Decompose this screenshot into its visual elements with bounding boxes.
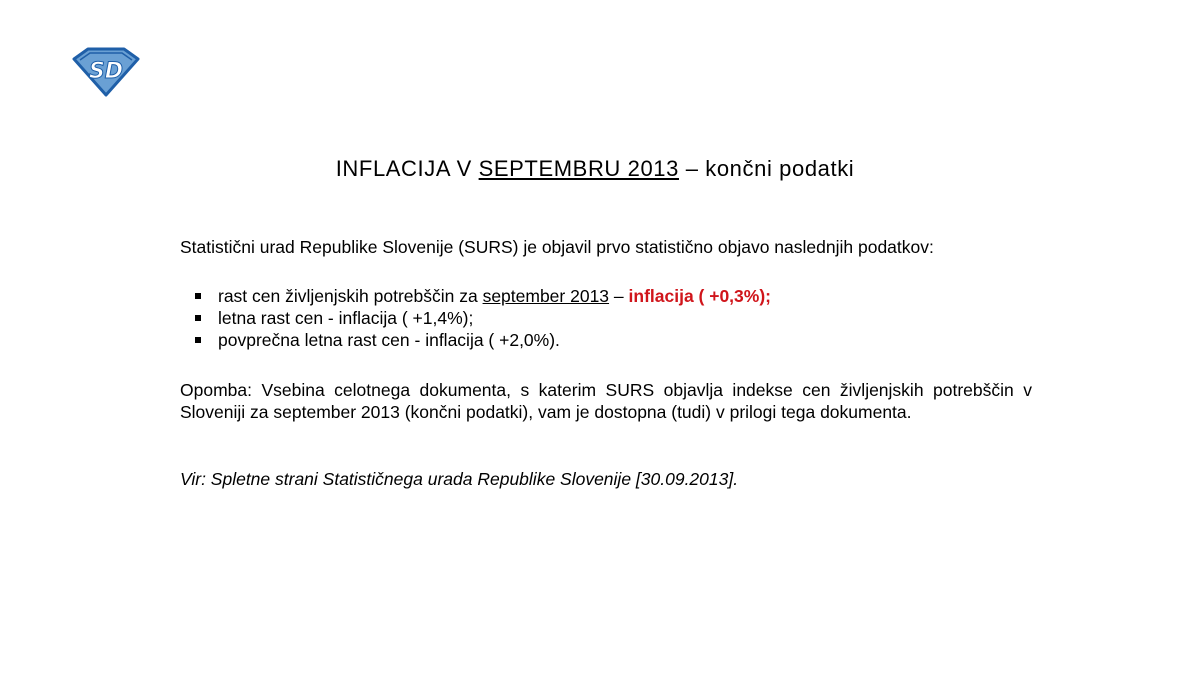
inflation-list bbox=[180, 285, 1032, 351]
intro-paragraph: Statistični urad Republike Slovenije (SURS) je objavil prvo statistično objavo naslednjih podatkov: bbox=[180, 237, 934, 257]
bullet-period: september 2013 bbox=[482, 286, 610, 306]
list-item bbox=[180, 329, 1032, 351]
bullet-square-icon bbox=[195, 293, 201, 299]
page-title bbox=[0, 156, 1190, 182]
list-item bbox=[180, 307, 1032, 329]
bullet-text: letna rast cen - inflacija ( +1,4%); bbox=[218, 308, 474, 328]
note-paragraph: Opomba: Vsebina celotnega dokumenta, s katerim SURS objavlja indekse cen življenjskih potrebščin v Sloveniji za september 2013 (končni podatki), vam je dostopna (tudi) v prilogi tega dokumenta. bbox=[180, 380, 1032, 422]
sd-logo bbox=[70, 45, 142, 99]
bullet-square-icon bbox=[195, 315, 201, 321]
source-citation: Vir: Spletne strani Statističnega urada Republike Slovenije [30.09.2013]. bbox=[180, 469, 739, 489]
sd-shield-icon bbox=[70, 45, 142, 99]
bullet-square-icon bbox=[195, 337, 201, 343]
bullet-text: rast cen življenjskih potrebščin za bbox=[218, 286, 483, 306]
inflation-highlight: inflacija ( +0,3%); bbox=[628, 286, 771, 306]
bullet-text: povprečna letna rast cen - inflacija ( +2,0%). bbox=[218, 330, 560, 350]
title-prefix: INFLACIJA V bbox=[335, 156, 479, 181]
bullet-dash: – bbox=[609, 286, 629, 306]
list-item bbox=[180, 285, 1032, 307]
logo-letters: SD bbox=[88, 59, 124, 84]
title-suffix: – končni podatki bbox=[678, 156, 855, 181]
title-month: SEPTEMBRU 2013 bbox=[478, 156, 679, 181]
document-body bbox=[180, 236, 1032, 490]
